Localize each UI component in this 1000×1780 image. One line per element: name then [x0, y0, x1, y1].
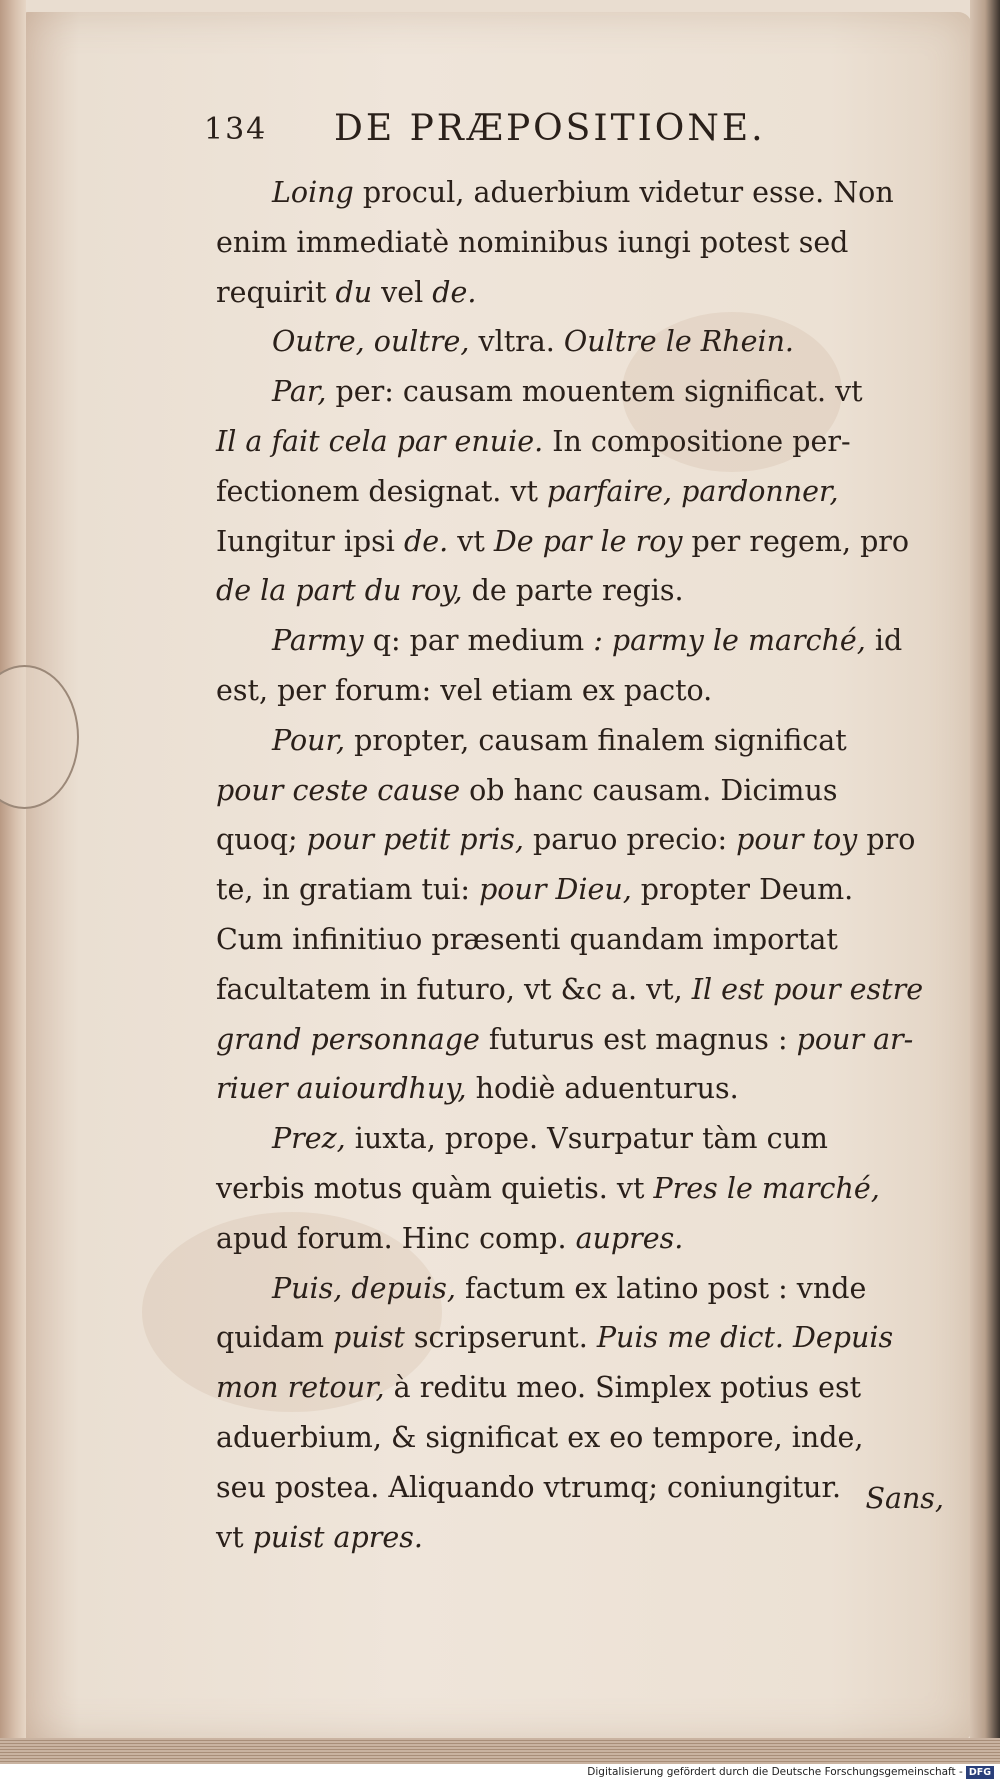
text-line — [216, 865, 942, 915]
text-line — [216, 1463, 942, 1513]
running-title: DE PRÆPOSITIONE. — [334, 108, 766, 149]
text-line — [216, 1114, 942, 1164]
text-line — [216, 1513, 942, 1563]
text-segment: est, per forum: vel etiam ex pacto. — [216, 673, 713, 707]
text-line — [216, 1015, 942, 1065]
italic-segment: puist — [333, 1321, 405, 1355]
text-line — [216, 1413, 942, 1463]
page-edge-shadow — [970, 0, 1000, 1764]
italic-segment: grand personnage — [216, 1022, 480, 1056]
text-segment: hodiè aduenturus. — [466, 1072, 739, 1106]
text-segment: q: par medium — [363, 624, 594, 658]
italic-segment: pour ceste cause — [216, 773, 461, 807]
italic-segment: Parmy — [272, 624, 364, 658]
stacked-page-edges — [0, 1738, 1000, 1764]
text-segment: propter Deum. — [631, 873, 854, 907]
italic-segment: pour toy — [736, 823, 858, 857]
text-line — [216, 317, 942, 367]
text-segment: propter, causam finalem significat — [345, 723, 847, 757]
italic-segment: pour Dieu, — [479, 873, 632, 907]
text-segment: apud forum. Hinc comp. — [216, 1221, 576, 1255]
text-line — [216, 566, 942, 616]
text-line — [216, 1164, 942, 1214]
italic-segment: puist apres. — [252, 1520, 423, 1554]
text-line — [216, 666, 942, 716]
text-line — [216, 268, 942, 318]
text-line — [216, 367, 942, 417]
text-line — [216, 1214, 942, 1264]
text-line — [216, 716, 942, 766]
running-head — [204, 104, 942, 168]
text-segment: ob hanc causam. Dicimus — [460, 773, 838, 807]
italic-segment: : parmy le marché, — [593, 624, 866, 658]
italic-segment: de la part du roy, — [216, 574, 463, 608]
text-segment: factum ex latino post : vnde — [455, 1271, 867, 1305]
text-segment: requirit — [216, 275, 336, 309]
text-segment: seu postea. Aliquando vtrumq; coniungitur. — [216, 1470, 842, 1504]
text-line — [216, 467, 942, 517]
text-line — [216, 168, 942, 218]
italic-segment: mon retour, — [216, 1371, 385, 1405]
text-line — [216, 1064, 942, 1114]
text-line — [216, 1264, 942, 1314]
text-segment: vltra. — [469, 325, 564, 359]
text-segment: paruo precio: — [523, 823, 737, 857]
text-segment: vt — [216, 1520, 253, 1554]
text-line — [216, 218, 942, 268]
text-segment: aduerbium, & significat ex eo tempore, inde, — [216, 1420, 864, 1454]
text-segment: iuxta, prope. Vsurpatur tàm cum — [345, 1122, 828, 1156]
italic-segment: Outre, oultre, — [272, 325, 470, 359]
text-segment: vt — [448, 524, 494, 558]
italic-segment: de. — [403, 524, 449, 558]
text-line — [216, 965, 942, 1015]
italic-segment: Par, — [272, 375, 327, 409]
text-line — [216, 915, 942, 965]
italic-segment: pour petit pris, — [306, 823, 524, 857]
text-line — [216, 766, 942, 816]
page-text — [204, 104, 942, 1562]
text-segment: scripserunt. — [404, 1321, 597, 1355]
text-segment: vel — [372, 275, 433, 309]
italic-segment: Il a fait cela par enuie. — [216, 424, 544, 458]
text-segment: Cum infinitiuo præsenti quandam importat — [216, 922, 838, 956]
italic-segment: pour ar- — [796, 1022, 914, 1056]
catchword: Sans, — [865, 1482, 944, 1515]
text-line — [216, 1313, 942, 1363]
text-line — [216, 616, 942, 666]
italic-segment: parfaire, pardonner, — [547, 474, 839, 508]
italic-segment: Loing — [272, 176, 354, 209]
text-segment: procul, aduerbium videtur esse. Non — [353, 176, 894, 209]
text-segment: fectionem designat. vt — [216, 474, 548, 508]
text-segment: verbis motus quàm quietis. vt — [216, 1171, 654, 1205]
italic-segment: Prez, — [272, 1122, 346, 1156]
text-segment: Iungitur ipsi — [216, 524, 404, 558]
italic-segment: riuer auiourdhuy, — [216, 1072, 467, 1106]
text-segment: à reditu meo. Simplex potius est — [384, 1371, 862, 1405]
text-segment: In compositione per- — [543, 424, 851, 458]
italic-segment: De par le roy — [493, 524, 683, 558]
body-text — [216, 168, 942, 1562]
italic-segment: Puis me dict. Depuis — [596, 1321, 894, 1355]
dfg-badge: DFG — [966, 1766, 994, 1779]
text-segment: per regem, pro — [682, 524, 910, 558]
text-segment: quidam — [216, 1321, 334, 1355]
text-line — [216, 517, 942, 567]
text-segment: futurus est magnus : — [479, 1022, 797, 1056]
digitization-credit — [0, 1764, 1000, 1780]
book-gutter — [0, 0, 26, 1780]
italic-segment: Il est pour estre — [691, 972, 924, 1006]
text-segment: pro — [857, 823, 916, 857]
text-segment: quoq; — [216, 823, 307, 857]
text-segment: id — [865, 624, 903, 658]
italic-segment: Oultre le Rhein. — [563, 325, 794, 359]
italic-segment: du — [335, 275, 373, 309]
italic-segment: aupres. — [575, 1221, 684, 1255]
text-segment: facultatem in futuro, vt &c a. vt, — [216, 972, 692, 1006]
text-segment: te, in gratiam tui: — [216, 873, 480, 907]
page-number: 134 — [204, 112, 268, 147]
italic-segment: de. — [432, 275, 477, 309]
italic-segment: Pres le marché, — [653, 1171, 880, 1205]
italic-segment: Puis, depuis, — [272, 1271, 456, 1305]
text-line — [216, 417, 942, 467]
italic-segment: Pour, — [272, 723, 346, 757]
text-line — [216, 815, 942, 865]
text-segment: de parte regis. — [462, 574, 684, 608]
credit-text: Digitalisierung gefördert durch die Deutsche Forschungsgemeinschaft - — [587, 1766, 963, 1778]
text-line — [216, 1363, 942, 1413]
text-segment: per: causam mouentem significat. vt — [326, 375, 863, 409]
text-segment: enim immediatè nominibus iungi potest sed — [216, 225, 849, 259]
